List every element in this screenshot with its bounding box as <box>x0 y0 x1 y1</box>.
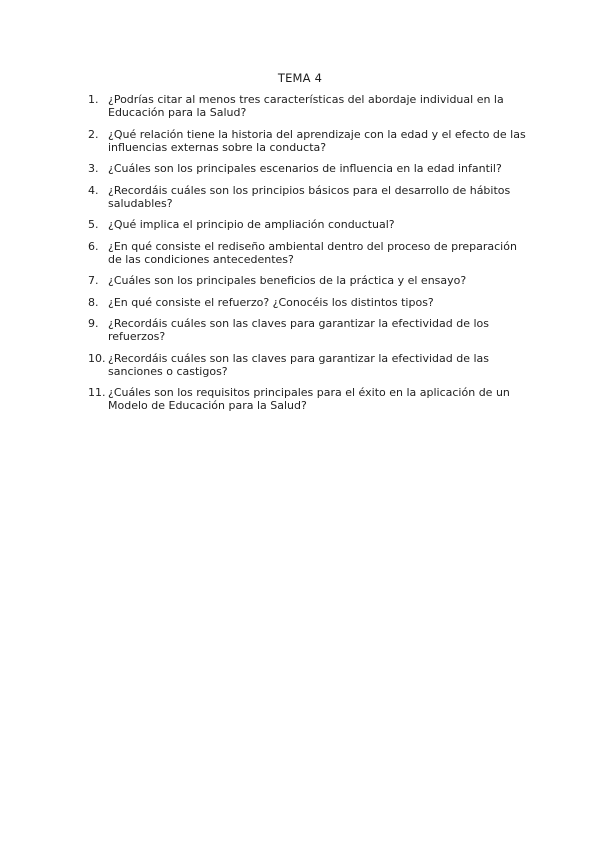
page-title: TEMA 4 <box>277 71 323 85</box>
list-item <box>88 317 528 343</box>
question-text: ¿Recordáis cuáles son las claves para garantizar la efectividad de las sanciones o castigos? <box>108 351 489 378</box>
question-number: 8. <box>88 295 99 309</box>
list-item <box>88 352 528 378</box>
list-item <box>88 218 528 231</box>
list-item <box>88 274 528 287</box>
question-text: ¿Qué implica el principio de ampliación conductual? <box>108 218 395 232</box>
question-text: ¿Cuáles son los principales escenarios de influencia en la edad infantil? <box>108 162 502 176</box>
question-number: 2. <box>88 127 99 141</box>
question-number: 9. <box>88 316 99 330</box>
list-item <box>88 93 528 119</box>
question-text: ¿Cuáles son los requisitos principales para el éxito en la aplicación de un Modelo de Educación para la Salud? <box>108 386 510 413</box>
question-text: ¿Qué relación tiene la historia del aprendizaje con la edad y el efecto de las influencias externas sobre la conducta? <box>108 127 526 154</box>
question-text: ¿Podrías citar al menos tres características del abordaje individual en la Educación para la Salud? <box>108 93 504 120</box>
question-number: 11. <box>88 386 106 400</box>
question-number: 10. <box>88 351 106 365</box>
list-item <box>88 128 528 154</box>
list-item <box>88 386 528 412</box>
question-list <box>88 93 528 421</box>
list-item <box>88 184 528 210</box>
question-number: 7. <box>88 274 99 288</box>
question-number: 3. <box>88 162 99 176</box>
question-number: 6. <box>88 239 99 253</box>
question-number: 5. <box>88 218 99 232</box>
question-text: ¿Cuáles son los principales beneficios de la práctica y el ensayo? <box>108 274 467 288</box>
question-text: ¿En qué consiste el rediseño ambiental dentro del proceso de preparación de las condiciones antecedentes? <box>108 239 517 266</box>
list-item <box>88 240 528 266</box>
list-item <box>88 296 528 309</box>
question-number: 1. <box>88 93 99 106</box>
question-text: ¿En qué consiste el refuerzo? ¿Conocéis los distintos tipos? <box>108 295 434 309</box>
list-item <box>88 162 528 175</box>
question-text: ¿Recordáis cuáles son los principios básicos para el desarrollo de hábitos saludables? <box>108 183 511 210</box>
question-number: 4. <box>88 183 99 197</box>
question-text: ¿Recordáis cuáles son las claves para garantizar la efectividad de los refuerzos? <box>108 316 489 344</box>
